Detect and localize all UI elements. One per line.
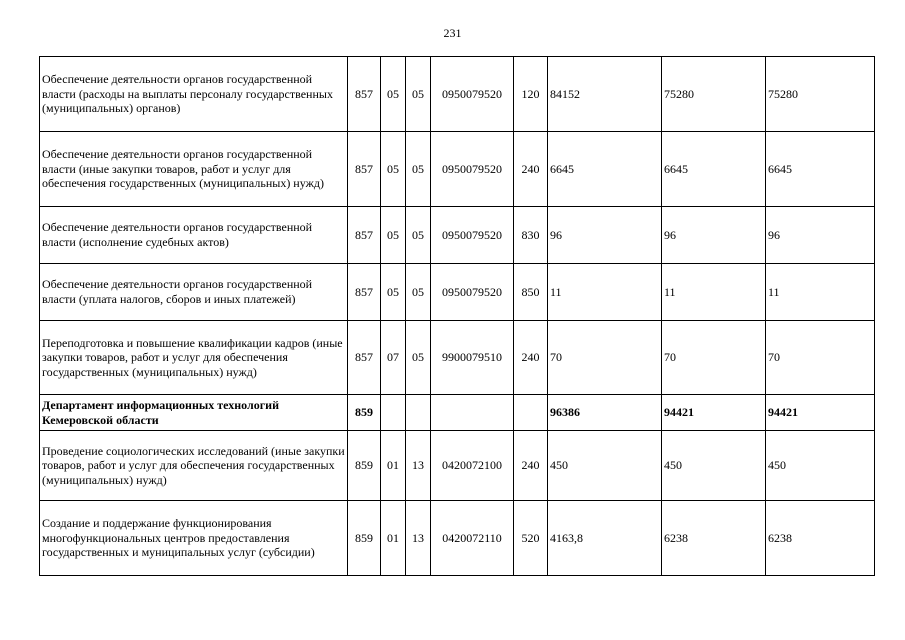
ministry-code-cell: 859 <box>348 431 381 501</box>
subsection-code-cell <box>406 395 431 431</box>
amount-1-cell: 450 <box>548 431 662 501</box>
ministry-code-cell: 857 <box>348 321 381 395</box>
amount-3-cell: 75280 <box>766 57 875 132</box>
section-code-cell: 01 <box>381 431 406 501</box>
amount-1-cell: 11 <box>548 264 662 321</box>
amount-3-cell: 70 <box>766 321 875 395</box>
table-body <box>40 57 875 576</box>
table-row <box>40 501 875 576</box>
section-code-cell: 07 <box>381 321 406 395</box>
table-row <box>40 57 875 132</box>
amount-2-cell: 6645 <box>662 132 766 207</box>
ministry-code-cell: 857 <box>348 132 381 207</box>
section-code-cell: 05 <box>381 207 406 264</box>
target-article-cell: 9900079510 <box>431 321 514 395</box>
expense-name-cell: Создание и поддержание функционирования многофункциональных центров предоставления государственных и муниципальных услуг (субсидии) <box>40 501 348 576</box>
ministry-code-cell: 859 <box>348 395 381 431</box>
subsection-code-cell: 13 <box>406 501 431 576</box>
subsection-code-cell: 13 <box>406 431 431 501</box>
target-article-cell: 0420072110 <box>431 501 514 576</box>
expense-name-cell: Обеспечение деятельности органов государственной власти (исполнение судебных актов) <box>40 207 348 264</box>
amount-2-cell: 11 <box>662 264 766 321</box>
amount-3-cell: 94421 <box>766 395 875 431</box>
amount-3-cell: 6645 <box>766 132 875 207</box>
amount-1-cell: 84152 <box>548 57 662 132</box>
section-code-cell: 05 <box>381 57 406 132</box>
table-row <box>40 132 875 207</box>
expense-type-cell <box>514 395 548 431</box>
expense-name-cell: Обеспечение деятельности органов государственной власти (расходы на выплаты персоналу государственных (муниципальных) органов) <box>40 57 348 132</box>
target-article-cell <box>431 395 514 431</box>
ministry-code-cell: 857 <box>348 264 381 321</box>
amount-2-cell: 96 <box>662 207 766 264</box>
expense-name-cell: Обеспечение деятельности органов государственной власти (иные закупки товаров, работ и услуг для обеспечения государственных (муниципальных) нужд) <box>40 132 348 207</box>
target-article-cell: 0950079520 <box>431 207 514 264</box>
expense-name-cell: Обеспечение деятельности органов государственной власти (уплата налогов, сборов и иных платежей) <box>40 264 348 321</box>
amount-2-cell: 94421 <box>662 395 766 431</box>
section-code-cell <box>381 395 406 431</box>
budget-table <box>39 56 875 576</box>
target-article-cell: 0950079520 <box>431 57 514 132</box>
amount-1-cell: 4163,8 <box>548 501 662 576</box>
amount-2-cell: 6238 <box>662 501 766 576</box>
amount-3-cell: 6238 <box>766 501 875 576</box>
expense-type-cell: 830 <box>514 207 548 264</box>
section-code-cell: 05 <box>381 264 406 321</box>
amount-1-cell: 96 <box>548 207 662 264</box>
table-row <box>40 321 875 395</box>
amount-2-cell: 450 <box>662 431 766 501</box>
expense-type-cell: 240 <box>514 431 548 501</box>
target-article-cell: 0950079520 <box>431 132 514 207</box>
table-row <box>40 264 875 321</box>
expense-type-cell: 850 <box>514 264 548 321</box>
expense-type-cell: 120 <box>514 57 548 132</box>
amount-3-cell: 450 <box>766 431 875 501</box>
expense-name-cell: Переподготовка и повышение квалификации кадров (иные закупки товаров, работ и услуг для обеспечения государственных (муниципальных) нужд) <box>40 321 348 395</box>
subsection-code-cell: 05 <box>406 57 431 132</box>
subsection-code-cell: 05 <box>406 207 431 264</box>
table-row <box>40 207 875 264</box>
expense-name-cell: Проведение социологических исследований (иные закупки товаров, работ и услуг для обеспечения государственных (муниципальных) нужд) <box>40 431 348 501</box>
ministry-code-cell: 857 <box>348 207 381 264</box>
subsection-code-cell: 05 <box>406 132 431 207</box>
ministry-code-cell: 857 <box>348 57 381 132</box>
subsection-code-cell: 05 <box>406 321 431 395</box>
section-code-cell: 01 <box>381 501 406 576</box>
section-code-cell: 05 <box>381 132 406 207</box>
table-row <box>40 431 875 501</box>
target-article-cell: 0950079520 <box>431 264 514 321</box>
target-article-cell: 0420072100 <box>431 431 514 501</box>
expense-type-cell: 240 <box>514 132 548 207</box>
expense-type-cell: 520 <box>514 501 548 576</box>
subsection-code-cell: 05 <box>406 264 431 321</box>
amount-3-cell: 11 <box>766 264 875 321</box>
table-row <box>40 395 875 431</box>
expense-type-cell: 240 <box>514 321 548 395</box>
amount-3-cell: 96 <box>766 207 875 264</box>
amount-1-cell: 96386 <box>548 395 662 431</box>
amount-1-cell: 6645 <box>548 132 662 207</box>
amount-2-cell: 75280 <box>662 57 766 132</box>
ministry-code-cell: 859 <box>348 501 381 576</box>
amount-1-cell: 70 <box>548 321 662 395</box>
amount-2-cell: 70 <box>662 321 766 395</box>
expense-name-cell: Департамент информационных технологий Кемеровской области <box>40 395 348 431</box>
page-number: 231 <box>443 26 462 40</box>
